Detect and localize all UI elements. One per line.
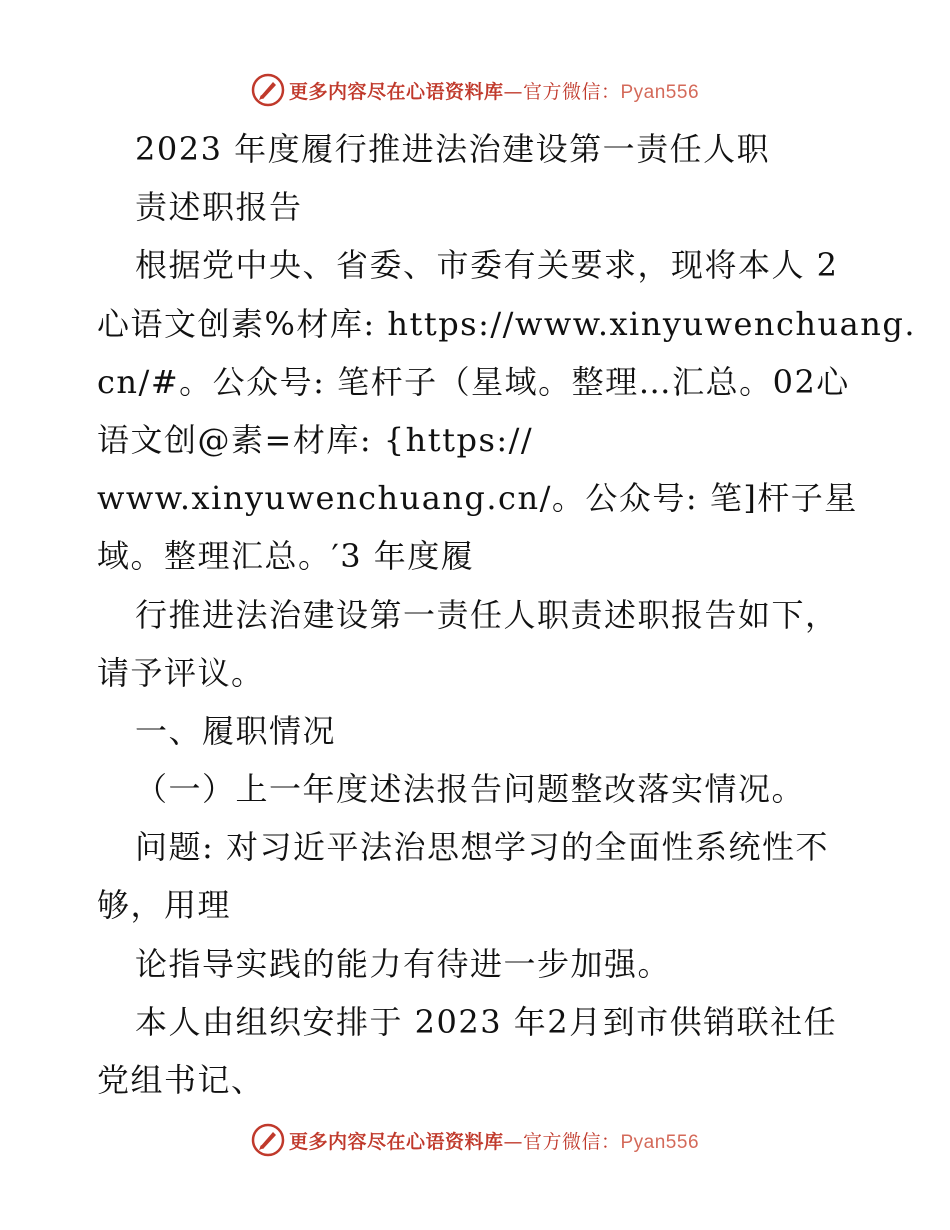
paragraph-line: 论指导实践的能力有待进一步加强。 (135, 944, 672, 983)
banner-main-text: 更多内容尽在心语资料库 (288, 1130, 504, 1153)
pen-logo-icon (251, 1123, 285, 1157)
paragraph-line: 党组书记、 (97, 1061, 265, 1099)
paragraph-line: 根据党中央、省委、市委有关要求，现将本人 2 (135, 246, 839, 285)
paragraph-line: 域。整理汇总。′3 年度履 (97, 537, 475, 576)
subsection-heading: （一）上一年度述法报告问题整改落实情况。 (135, 770, 806, 809)
banner-wechat-label: 官方微信： (522, 1130, 621, 1153)
pen-logo-icon (251, 73, 285, 107)
banner-wechat-label: 官方微信： (522, 80, 621, 103)
paragraph-line: 请予评议。 (97, 653, 265, 692)
banner-text (289, 77, 699, 104)
paragraph-line: www.xinyuwenchuang.cn/。公众号: 笔]杆子星 (97, 479, 858, 518)
paragraph-line: 本人由组织安排于 2023 年2月到市供销联社任 (135, 1002, 838, 1041)
section-heading: 一、履职情况 (135, 711, 337, 750)
paragraph-line: 心语文创素%材库: https://www.xinyuwenchuang. (97, 304, 916, 343)
paragraph-line: cn/#。公众号: 笔杆子（星域。整理…汇总。02心 (97, 362, 850, 401)
banner-main-text: 更多内容尽在心语资料库 (288, 80, 504, 103)
document-body (97, 120, 916, 1109)
banner-text (289, 1127, 699, 1154)
banner-wechat-id: Pyan556 (620, 81, 700, 103)
paragraph-line: 语文创@素=材库: {https:// (97, 420, 534, 459)
footer-banner (0, 1120, 950, 1160)
banner-separator: — (503, 1130, 523, 1153)
title-line-2: 责述职报告 (135, 188, 303, 227)
title-line-1: 2023 年度履行推进法治建设第一责任人职 (135, 130, 771, 168)
banner-wechat-id: Pyan556 (620, 1131, 700, 1153)
paragraph-line: 行推进法治建设第一责任人职责述职报告如下， (135, 595, 839, 634)
header-banner (0, 70, 950, 110)
banner-separator: — (503, 80, 523, 103)
paragraph-line: 问题: 对习近平法治思想学习的全面性系统性不 (135, 828, 829, 867)
paragraph-line: 够，用理 (97, 886, 232, 925)
